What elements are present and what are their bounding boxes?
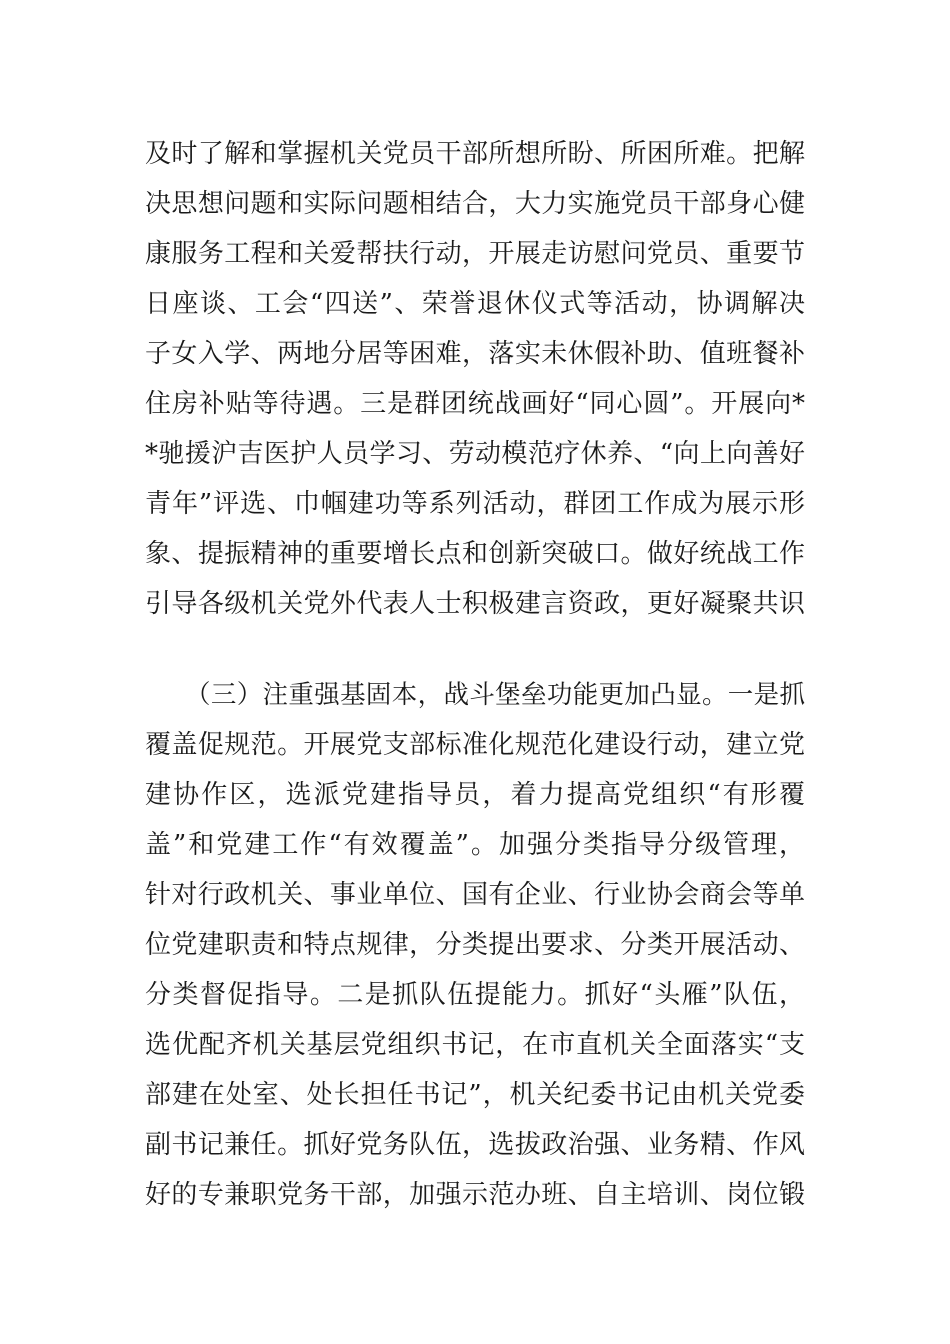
paragraph-1-line-3: 康服务工程和关爱帮扶行动，开展走访慰问党员、重要节 xyxy=(145,239,805,269)
paragraph-2-line-4: 盖”和党建工作“有效覆盖”。加强分类指导分级管理， xyxy=(145,830,805,860)
paragraph-2-line-10: 副书记兼任。抓好党务队伍，选拔政治强、业务精、作风 xyxy=(145,1130,805,1160)
paragraph-2-line-1: （三）注重强基固本，战斗堡垒功能更加凸显。一是抓 xyxy=(185,680,805,710)
paragraph-2-line-11: 好的专兼职党务干部，加强示范办班、自主培训、岗位锻 xyxy=(145,1180,805,1210)
paragraph-1-line-1: 及时了解和掌握机关党员干部所想所盼、所困所难。把解 xyxy=(145,139,805,169)
paragraph-2-line-9: 部建在处室、处长担任书记”，机关纪委书记由机关党委 xyxy=(145,1080,805,1110)
paragraph-1-line-10: 引导各级机关党外代表人士积极建言资政，更好凝聚共识 xyxy=(145,589,805,619)
paragraph-2-line-2: 覆盖促规范。开展党支部标准化规范化建设行动，建立党 xyxy=(145,730,805,760)
paragraph-2-line-5: 针对行政机关、事业单位、国有企业、行业协会商会等单 xyxy=(145,880,805,910)
paragraph-1-line-5: 子女入学、两地分居等困难，落实未休假补助、值班餐补 xyxy=(145,339,805,369)
paragraph-2-line-8: 选优配齐机关基层党组织书记，在市直机关全面落实“支 xyxy=(145,1030,805,1060)
paragraph-1-line-7: *驰援沪吉医护人员学习、劳动模范疗休养、“向上向善好 xyxy=(145,439,805,469)
paragraph-1-line-9: 象、提振精神的重要增长点和创新突破口。做好统战工作 xyxy=(145,539,805,569)
paragraph-1-line-6: 住房补贴等待遇。三是群团统战画好“同心圆”。开展向* xyxy=(145,389,805,419)
paragraph-2-line-6: 位党建职责和特点规律，分类提出要求、分类开展活动、 xyxy=(145,930,805,960)
paragraph-1-line-2: 决思想问题和实际问题相结合，大力实施党员干部身心健 xyxy=(145,189,805,219)
paragraph-2-line-7: 分类督促指导。二是抓队伍提能力。抓好“头雁”队伍， xyxy=(145,980,805,1010)
paragraph-1-line-4: 日座谈、工会“四送”、荣誉退休仪式等活动，协调解决 xyxy=(145,289,805,319)
paragraph-1-line-8: 青年”评选、巾帼建功等系列活动，群团工作成为展示形 xyxy=(145,489,805,519)
paragraph-2-line-3: 建协作区，选派党建指导员，着力提高党组织“有形覆 xyxy=(145,780,805,810)
